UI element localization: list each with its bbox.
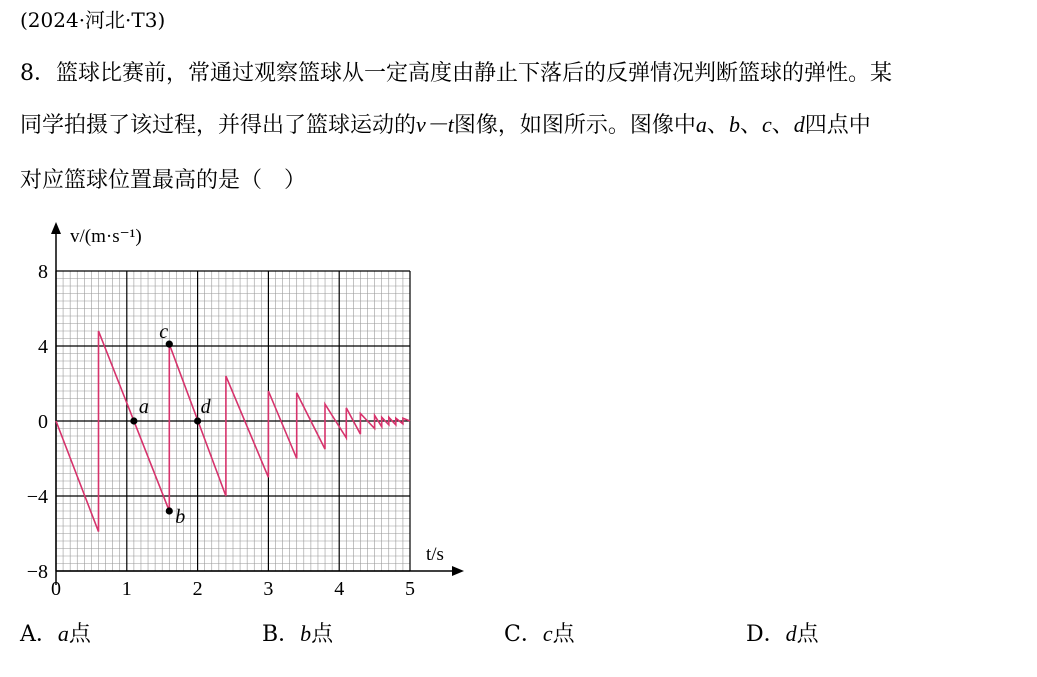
point-b-label: b — [175, 506, 186, 528]
source-tag: (2024·河北·T3) — [20, 8, 166, 32]
option-a-var: a — [57, 621, 69, 646]
point-d-label: d — [200, 396, 211, 418]
point-a-symbol: a — [695, 112, 707, 137]
x-tick-label: 2 — [192, 578, 203, 600]
option-d[interactable] — [746, 617, 819, 648]
y-tick-label: 4 — [38, 336, 48, 358]
point-c-symbol: c — [761, 112, 772, 137]
option-c-suffix: 点 — [552, 622, 575, 647]
x-tick-label: 1 — [121, 578, 132, 600]
point-c-label: c — [159, 321, 169, 344]
point-a-label: a — [138, 396, 149, 418]
option-c[interactable] — [504, 617, 575, 648]
y-tick-label: 8 — [38, 261, 48, 283]
x-tick-label: 5 — [405, 578, 415, 600]
x-axis-arrow — [452, 566, 464, 576]
point-b-dot — [166, 507, 173, 514]
option-b[interactable] — [262, 617, 333, 648]
option-c-var: c — [542, 621, 553, 646]
question-text-2c: 四点中 — [804, 113, 871, 138]
axes — [51, 222, 464, 585]
point-d-dot — [194, 417, 201, 424]
option-c-label: C． — [504, 622, 543, 647]
question-text-2a: 同学拍摄了该过程，并得出了篮球运动的 — [20, 113, 417, 138]
y-tick-label: 0 — [38, 411, 48, 433]
x-tick-label: 0 — [51, 578, 61, 600]
point-d-symbol: d — [793, 112, 805, 137]
separator-2: 、 — [739, 113, 762, 138]
separator-3: 、 — [771, 113, 794, 138]
y-tick-label: −8 — [26, 561, 48, 583]
y-axis-arrow — [51, 222, 61, 234]
option-b-label: B． — [262, 622, 301, 647]
point-b-symbol: b — [728, 112, 740, 137]
option-b-var: b — [300, 621, 312, 646]
x-tick-label: 3 — [263, 578, 274, 600]
question-line-3 — [20, 163, 306, 194]
question-line-1 — [20, 56, 892, 87]
question-text-1: 篮球比赛前，常通过观察篮球从一定高度由静止下落后的反弹情况判断篮球的弹性。某 — [56, 61, 893, 86]
x-tick-label: 4 — [334, 578, 345, 600]
point-a-dot — [130, 417, 137, 424]
option-b-suffix: 点 — [311, 622, 334, 647]
question-line-2 — [20, 108, 871, 139]
y-axis-label: v/(m·s⁻¹) — [70, 226, 142, 247]
vt-symbol: v－t — [416, 112, 454, 137]
vt-graph — [0, 210, 500, 610]
y-tick-label: −4 — [26, 486, 48, 508]
separator-1: 、 — [706, 113, 729, 138]
option-d-label: D． — [746, 622, 786, 647]
tick-labels — [27, 261, 415, 600]
option-a[interactable] — [20, 617, 91, 648]
option-a-suffix: 点 — [68, 622, 91, 647]
question-text-3: 对应篮球位置最高的是（ ） — [20, 168, 307, 193]
option-d-suffix: 点 — [796, 622, 819, 647]
option-d-var: d — [785, 621, 797, 646]
question-number: 8． — [20, 61, 56, 86]
x-axis-label: t/s — [426, 544, 444, 565]
question-text-2b: 图像，如图所示。图像中 — [453, 113, 696, 138]
option-a-label: A． — [20, 622, 58, 647]
